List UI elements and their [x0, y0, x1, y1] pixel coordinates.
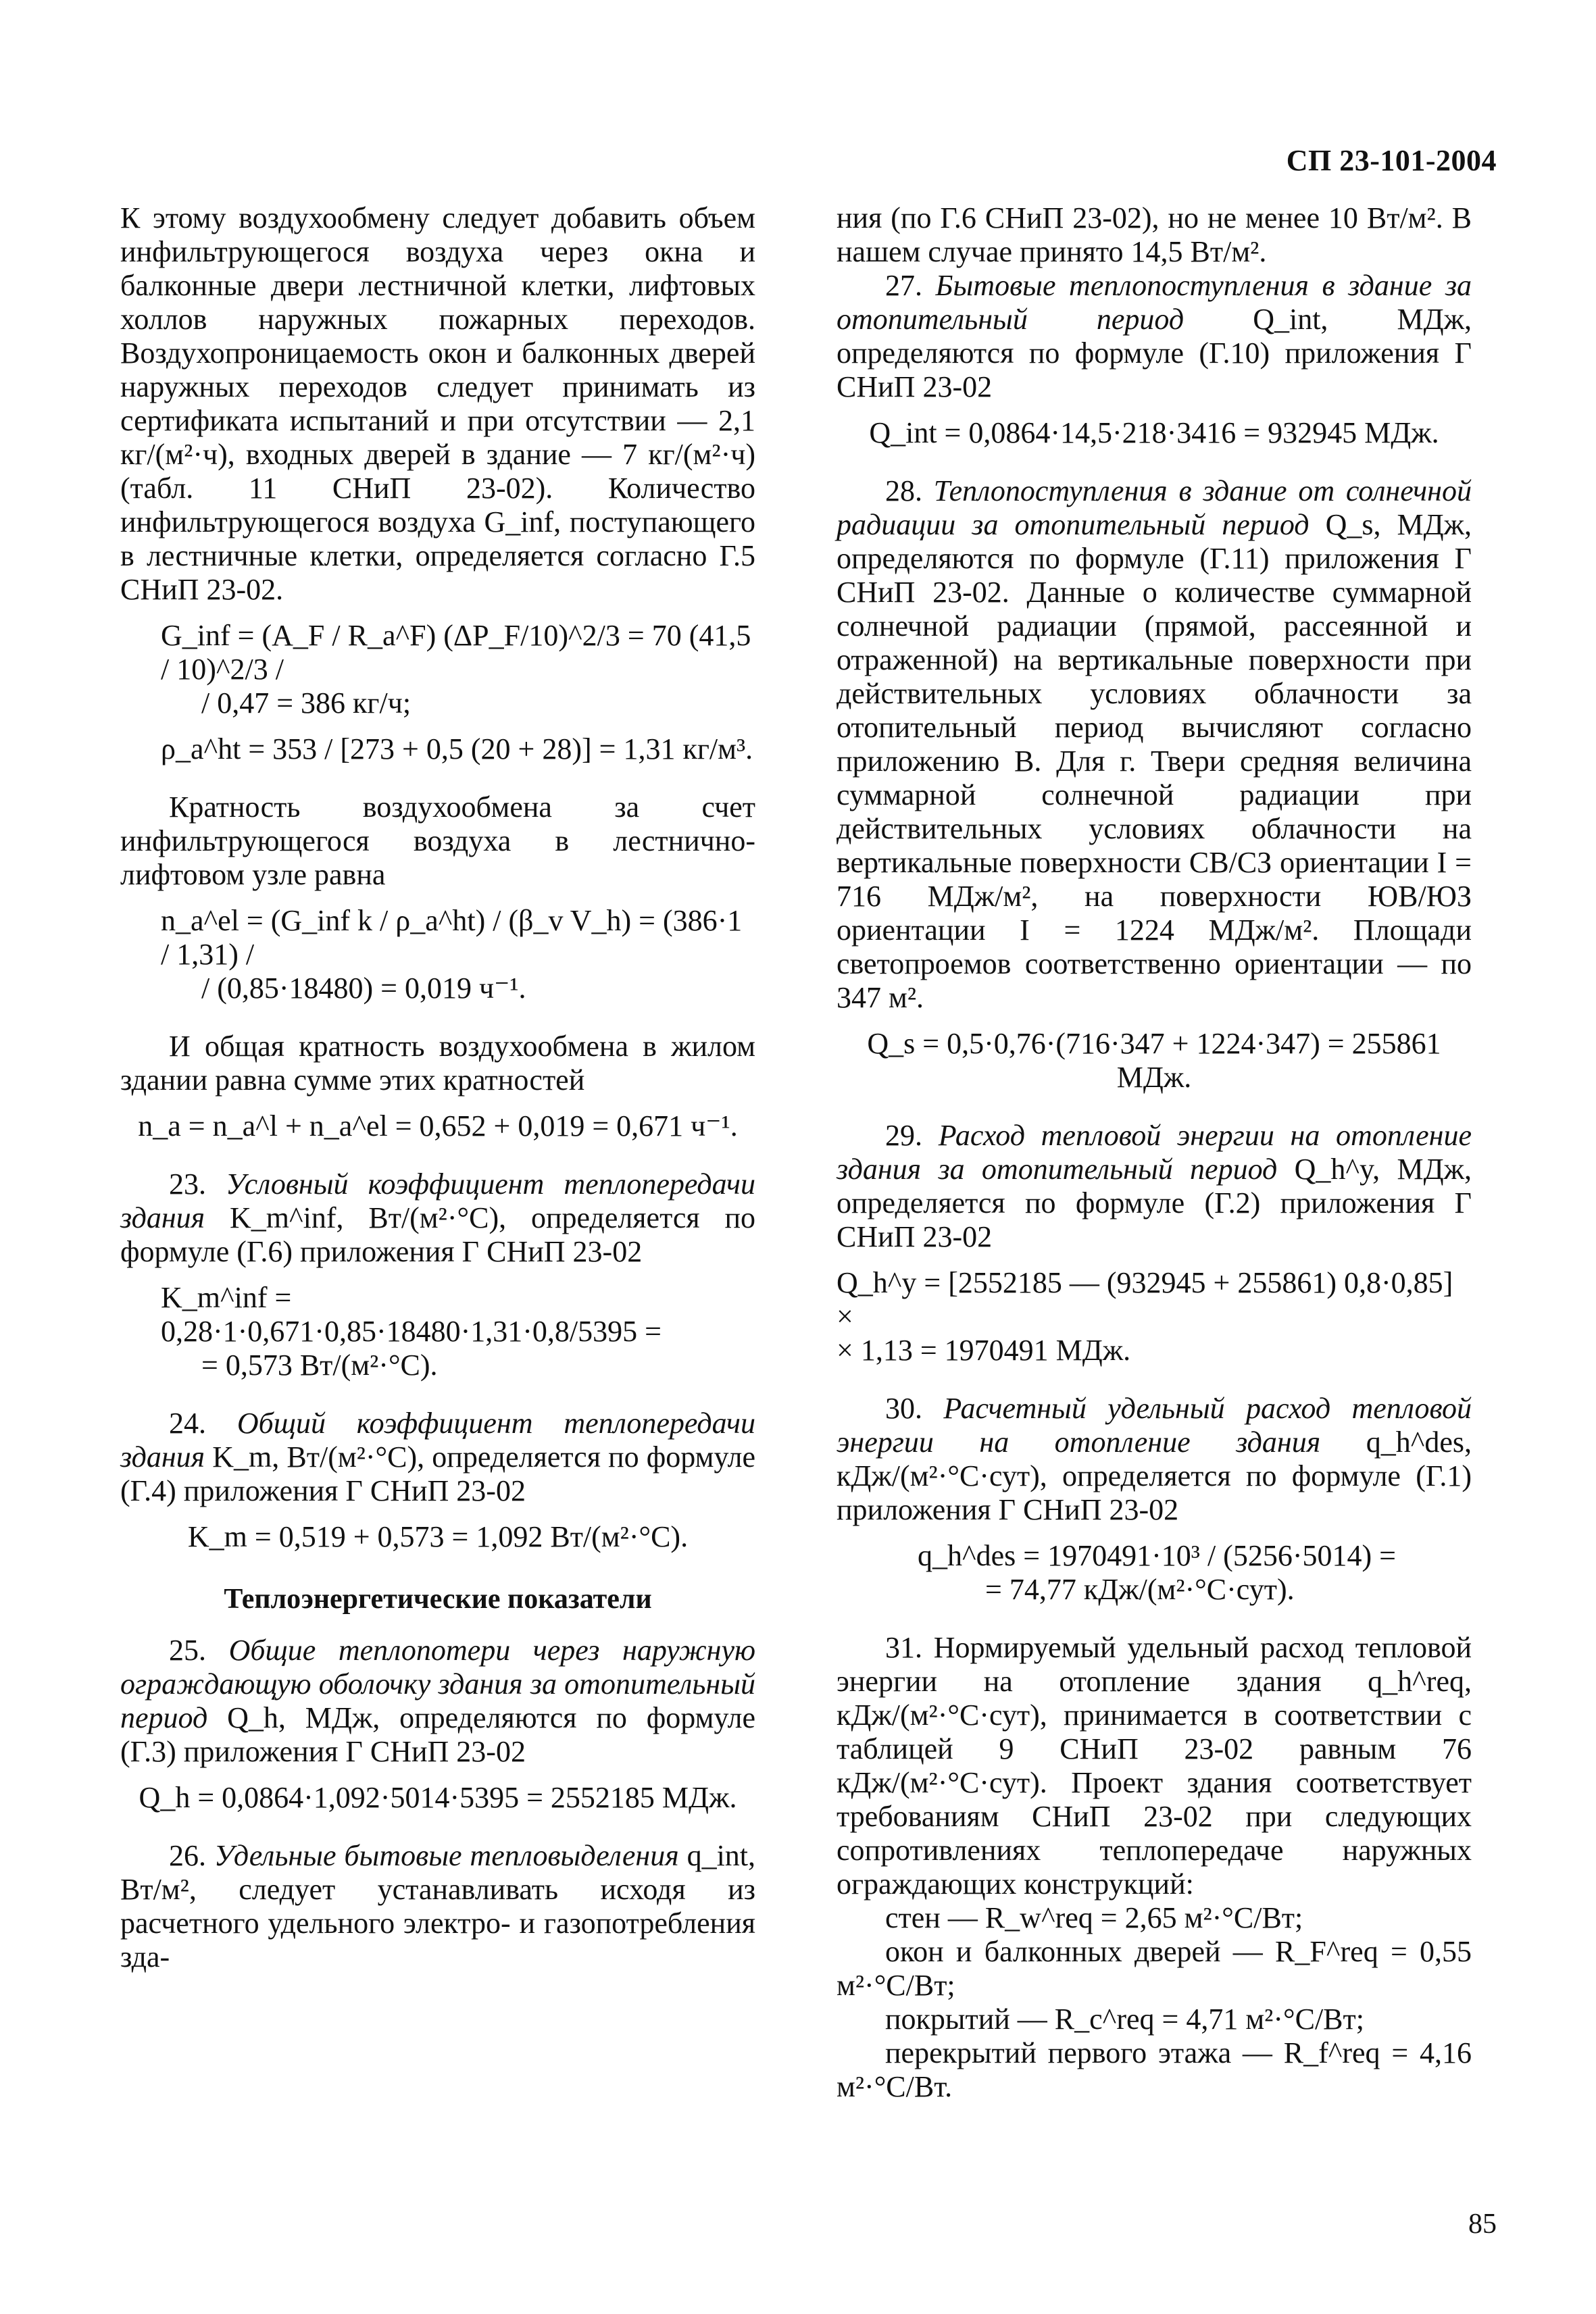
section-text: Q_h^y, МДж, определяется по формуле (Г.2) приложения Г СНиП 23-02	[837, 1153, 1472, 1253]
list-item: окон и балконных дверей — R_F^req = 0,55 м²·°С/Вт;	[837, 1935, 1472, 2002]
left-column	[120, 201, 755, 1974]
section-number: 28.	[885, 474, 922, 507]
section-heading: Теплоэнергетические показатели	[224, 1584, 652, 1615]
right-column	[837, 201, 1472, 2104]
section-27	[837, 269, 1472, 404]
section-title: Общие теплопотери через наружную ограждающую оболочку здания за отопительный период	[120, 1634, 756, 1734]
section-number: 23.	[169, 1167, 206, 1201]
section-number: 30.	[885, 1392, 922, 1425]
formula: ρ_a^ht = 353 / [273 + 0,5 (20 + 28)] = 1,31 кг/м³.	[161, 732, 753, 765]
section-title: Общий коэффициент теплопередачи здания	[120, 1407, 755, 1474]
formula: K_m = 0,519 + 0,573 = 1,092 Вт/(м²·°С).	[187, 1520, 689, 1553]
paragraph: И общая кратность воздухообмена в жилом здании равна сумме этих кратностей	[120, 1030, 755, 1097]
section-number: 29.	[885, 1119, 922, 1152]
list-item: перекрытий первого этажа — R_f^req = 4,16 м²·°С/Вт.	[837, 2036, 1472, 2103]
document-code: СП 23-101-2004	[1286, 144, 1497, 177]
formula: / 0,47 = 386 кг/ч;	[201, 686, 412, 720]
section-29	[837, 1119, 1472, 1254]
section-text: K_m, Вт/(м²·°С), определяется по формуле (Г.4) приложения Г СНиП 23-02	[120, 1440, 755, 1507]
formula: G_inf = (A_F / R_a^F) (ΔP_F/10)^2/3 = 70 (41,5 / 10)^2/3 /	[161, 619, 751, 686]
formula: n_a^el = (G_inf k / ρ_a^ht) / (β_v V_h) = (386·1 / 1,31) /	[161, 904, 743, 971]
formula: × 1,13 = 1970491 МДж.	[837, 1334, 1131, 1367]
formula: Q_h = 0,0864·1,092·5014·5395 = 2552185 МДж.	[139, 1781, 737, 1814]
list-item: стен — R_w^req = 2,65 м²·°С/Вт;	[885, 1901, 1303, 1934]
section-number: 27.	[885, 269, 922, 302]
section-text: Q_s, МДж, определяются по формуле (Г.11) приложения Г СНиП 23-02. Данные о количестве суммарной солнечной радиации (прямой, рассеянной и отраженной) на вертикальные поверхности при действительных условиях облачности за отопительный период вычисляют согласно приложению В. Для г. Твери средняя величина суммарной солнечной радиации при действительных условиях облачности на вертикальные поверхности СВ/СЗ ориентации I = 716 МДж/м², на поверхности ЮВ/ЮЗ ориентации I = 1224 МДж/м². Площади светопроемов соответственно ориентации — по 347 м².	[837, 508, 1472, 1014]
section-text: Q_h, МДж, определяются по формуле (Г.3) приложения Г СНиП 23-02	[120, 1701, 756, 1768]
page-number: 85	[1468, 2209, 1497, 2240]
formula: K_m^inf = 0,28·1·0,671·0,85·18480·1,31·0,8/5395 =	[161, 1281, 662, 1348]
section-text: q_h^des, кДж/(м²·°С·сут), определяется по формуле (Г.1) приложения Г СНиП 23-02	[837, 1426, 1472, 1526]
section-title: Бытовые теплопоступления в здание за отопительный период	[837, 269, 1472, 336]
formula: = 74,77 кДж/(м²·°С·сут).	[985, 1573, 1295, 1606]
section-30	[837, 1392, 1472, 1527]
paragraph: Кратность воздухообмена за счет инфильтрующегося воздуха в лестнично-лифтовом узле равна	[120, 790, 755, 891]
paragraph: ния (по Г.6 СНиП 23-02), но не менее 10 Вт/м². В нашем случае принято 14,5 Вт/м².	[837, 201, 1472, 268]
formula: Q_s = 0,5·0,76·(716·347 + 1224·347) = 255861 МДж.	[867, 1027, 1441, 1094]
section-number: 24.	[169, 1407, 206, 1440]
paragraph: 31. Нормируемый удельный расход тепловой энергии на отопление здания q_h^req, кДж/(м²·°С·сут), принимается в соответствии с таблицей 9 СНиП 23-02 равным 76 кДж/(м²·°С·сут). Проект здания соответствует требованиям СНиП 23-02 при следующих сопротивлениях теплопередаче наружных ограждающих конструкций:	[837, 1631, 1472, 1901]
list-item: покрытий — R_c^req = 4,71 м²·°С/Вт;	[885, 2003, 1364, 2036]
formula: = 0,573 Вт/(м²·°С).	[201, 1349, 438, 1382]
formula: Q_int = 0,0864·14,5·218·3416 = 932945 МДж.	[869, 416, 1439, 449]
section-title: Расчетный удельный расход тепловой энергии на отопление здания	[837, 1392, 1472, 1459]
section-number: 25.	[169, 1634, 206, 1667]
formula: n_a = n_a^l + n_a^el = 0,652 + 0,019 = 0,671 ч⁻¹.	[138, 1109, 738, 1142]
section-title: Удельные бытовые тепловыделения	[214, 1839, 679, 1872]
section-28	[837, 474, 1472, 1015]
section-23	[120, 1167, 755, 1269]
section-text: q_int, Вт/м², следует устанавливать исходя из расчетного удельного электро- и газопотребления зда-	[120, 1839, 756, 1973]
section-title: Теплопоступления в здание от солнечной радиации за отопительный период	[837, 474, 1472, 541]
section-24	[120, 1407, 755, 1508]
section-26	[120, 1839, 755, 1974]
formula: q_h^des = 1970491·10³ / (5256·5014) =	[918, 1539, 1396, 1572]
paragraph: К этому воздухообмену следует добавить объем инфильтрующегося воздуха через окна и балконные двери лестничной клетки, лифтовых холлов наружных пожарных переходов. Воздухопроницаемость окон и балконных дверей наружных переходов следует принимать из сертификата испытаний и при отсутствии — 2,1 кг/(м²·ч), входных дверей в здание — 7 кг/(м²·ч) (табл. 11 СНиП 23-02). Количество инфильтрующегося воздуха G_inf, поступающего в лестничные клетки, определяется согласно Г.5 СНиП 23-02.	[120, 201, 755, 606]
formula: / (0,85·18480) = 0,019 ч⁻¹.	[201, 972, 526, 1005]
section-text: Q_int, МДж, определяются по формуле (Г.10) приложения Г СНиП 23-02	[837, 303, 1472, 403]
section-25	[120, 1634, 755, 1769]
section-number: 26.	[169, 1839, 206, 1872]
formula: Q_h^y = [2552185 — (932945 + 255861) 0,8·0,85] ×	[837, 1266, 1453, 1333]
section-title: Расход тепловой энергии на отопление здания за отопительный период	[837, 1119, 1472, 1186]
section-title: Условный коэффициент теплопередачи здания	[120, 1167, 756, 1234]
section-text: K_m^inf, Вт/(м²·°С), определяется по формуле (Г.6) приложения Г СНиП 23-02	[120, 1201, 756, 1268]
